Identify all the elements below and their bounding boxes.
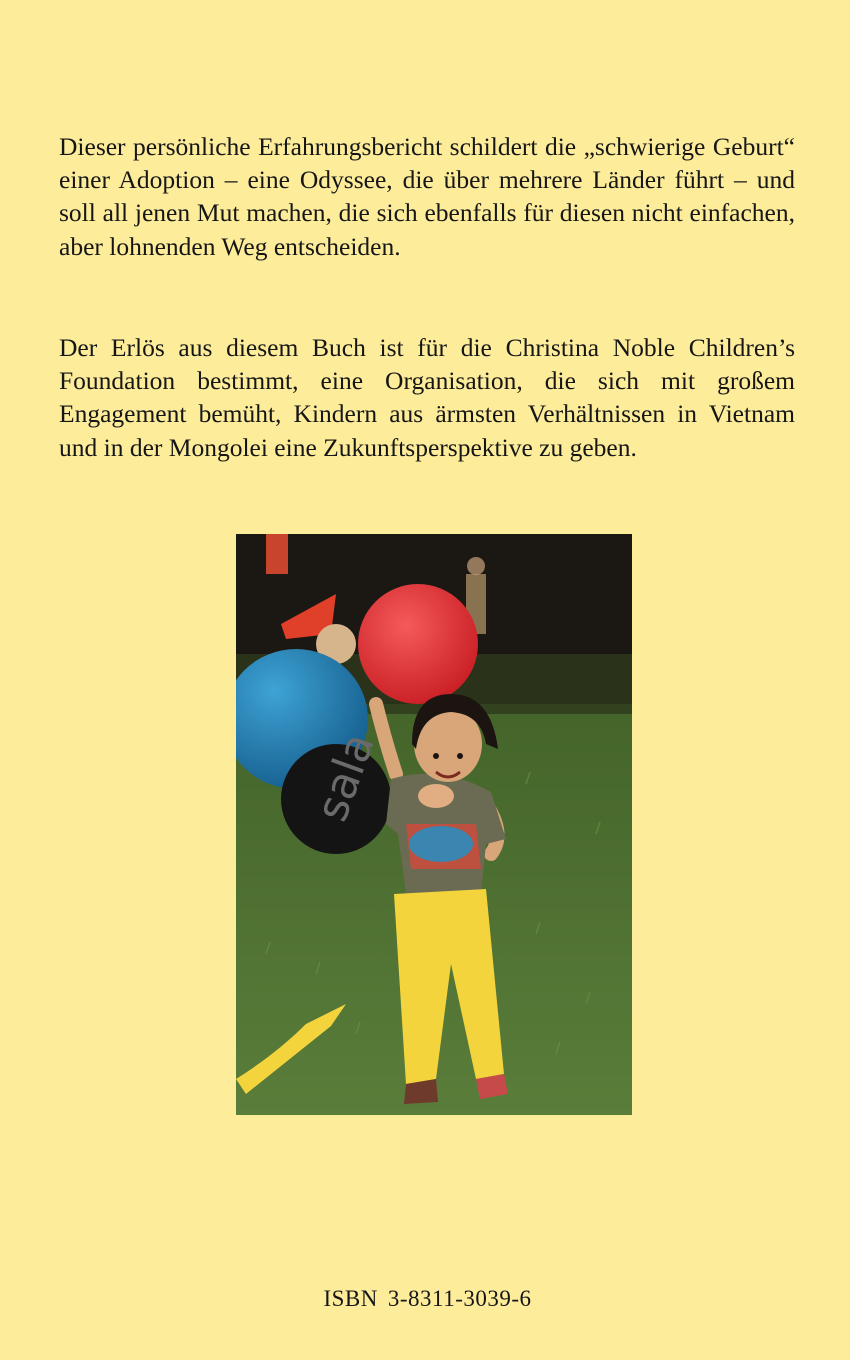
isbn-label: ISBN (323, 1286, 378, 1311)
isbn-number: 3-8311-3039-6 (387, 1286, 532, 1311)
cover-photo (236, 534, 632, 1115)
description-paragraph: Dieser persönliche Erfahrungsbericht schildert die „schwierige Geburt“ einer Adoption – eine Odyssee, die über mehrere Länder führt – und soll all jenen Mut machen, die sich ebenfalls für diesen nicht einfachen, aber lohnenden Weg entscheiden. (59, 132, 795, 261)
proceeds-paragraph: Der Erlös aus diesem Buch ist für die Christina Noble Children’s Foundation bestimmt, eine Organisation, die sich mit großem Engagement bemüht, Kindern aus ärmsten Verhältnissen in Vietnam und in der Mongolei eine Zukunftsperspektive zu geben. (59, 333, 795, 462)
svg-text:sala: sala (306, 726, 385, 828)
isbn (0, 1286, 850, 1312)
